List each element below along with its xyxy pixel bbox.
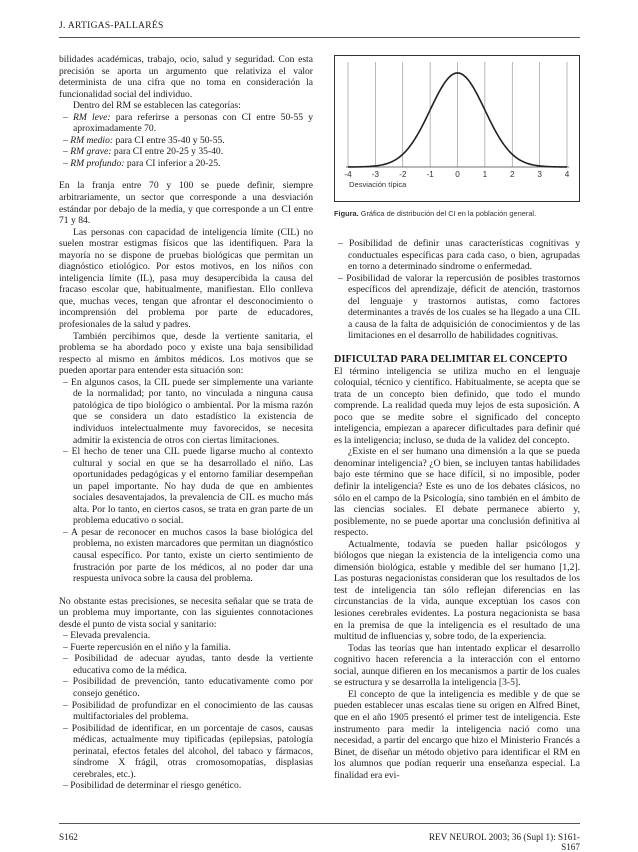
list-item-text: Posibilidad de adecuar ayudas, tanto desde la vertiente educativa como de la médica. — [73, 653, 313, 676]
list-item: – RM profundo: para CI inferior a 20-25. — [63, 157, 221, 169]
category-list — [59, 112, 313, 170]
list-item-text: A pesar de reconocer en muchos casos la base biológica del problema, no existen marcadores que permitan un diagnóstico causal específico. Por tanto, existe un cierto sentimiento de frustración por parte de los médicos, al no poder dar una respuesta unívoca sobre la causa del problema. — [71, 526, 313, 585]
caption-text: Gráfica de distribución del CI en la población general. — [358, 209, 537, 218]
tick-label: 4 — [564, 170, 570, 179]
list-item-text: Posibilidad de definir unas características cognitivas y conductuales específicas para cada caso, o bien, agrupadas en torno a determinado síndrome o enfermedad. — [348, 238, 580, 273]
list-item: – Posibilidad de adecuar ayudas, tanto desde la vertiente educativa como de la médica. — [63, 653, 313, 676]
tick-label: 0 — [455, 170, 460, 179]
list-item: – El hecho de tener una CIL puede ligarse mucho al contexto cultural y social en que se ha desarrollado el niño. Las oportunidades pedagógicas y el entorno familiar desempeñan un papel importante. No hay duda de que en ambientes sociales desaventajados, la prevalencia de CIL es mucho más alta. Por lo tanto, en ciertos casos, se trata en gran parte de un problema educativo o social. — [63, 446, 313, 527]
list-item-text: Posibilidad de identificar, en un porcentaje de casos, causas médicas, actualmente muy tipificadas (epilepsias, patología perinatal, efectos fetales del alcohol, del tabaco y fármacos, síndrome X frágil, otras cromosomopatías, displasias cerebrales, etc.). — [71, 722, 313, 780]
header-rule — [59, 37, 580, 38]
tick-label: 1 — [482, 170, 488, 179]
list-item-text: Posibilidad de determinar el riesgo genético. — [70, 780, 242, 792]
list-item-text: Posibilidad de prevención, tanto educativamente como por consejo genético. — [72, 676, 314, 699]
tick-label: 3 — [537, 170, 542, 179]
list-item: – Elevada prevalencia. — [63, 630, 151, 642]
list-item: – Posibilidad de prevención, tanto educativamente como por consejo genético. — [63, 676, 314, 699]
list-item-text: Posibilidad de valorar la repercusión de posibles trastornos específicos del aprendizaje, déficit de atención, trastornos del lenguaje y trastornos autistas, como factores determinantes a través de los cuales se ha llegado a una CIL a causa de la falta de adquisición de conocimientos y de las limitaciones en el desarrollo de habilidades cognitivas. — [346, 272, 580, 342]
tick-label: -4 — [344, 170, 352, 179]
journal-citation: REV NEUROL 2003; 36 (Supl 1): S161-S167 — [428, 832, 580, 852]
list-item: – Posibilidad de profundizar en el conocimiento de las causas multifactoriales del problema. — [63, 699, 313, 723]
running-header: J. ARTIGAS-PALLARÉS — [59, 21, 164, 31]
paragraph: El término inteligencia se utiliza mucho en el lenguaje coloquial, técnico y científico. Habitualmente, se acepta que se trata de un concepto bien definido, que todo el mundo comprende. La realidad queda muy lejos de esta suposición. A poco que se medite sobre el significado del concepto inteligencia, empiezan a aparecer dificultades para definir qué es la inteligencia; incluso, se duda de la validez del concepto. — [334, 365, 580, 446]
list-item: – RM medio: para CI entre 35-40 y 50-55. — [63, 134, 225, 146]
category-term: RM grave: — [70, 146, 112, 158]
list-item-text: Elevada prevalencia. — [70, 630, 151, 642]
category-text: para CI inferior a 20-25. — [124, 157, 221, 169]
category-text: para referirse a personas con CI entre 50-55 y aproximadamente 70. — [73, 111, 314, 135]
paragraph: Dentro del RM se establecen las categorías: — [73, 100, 241, 112]
paragraph: El concepto de que la inteligencia es medible y de que se pueden establecer unas escalas tiene su origen en Alfred Binet, que en el año 1905 presentó el primer test de inteligencia. Este instrumento para medir la inteligencia nació como una necesidad, a partir del encargo que hizo el Ministerio Francés a Binet, de diseñar un método objetivo para identificar el RM en los alumnos que podían requerir una enseñanza especial. La finalidad era evi- — [334, 688, 580, 781]
list-item: – Posibilidad de definir unas características cognitivas y conductuales específicas para cada caso, o bien, agrupadas en torno a determinado síndrome o enfermedad. — [338, 238, 580, 273]
tick-labels — [344, 170, 569, 179]
right-column — [334, 354, 580, 781]
list-item: – Fuerte repercusión en el niño y la familia. — [63, 641, 231, 653]
paragraph: No obstante estas precisiones, se necesita señalar que se trata de un problema muy importante, con las siguientes connotaciones desde el punto de vista social y sanitario: — [59, 595, 313, 630]
paragraph: Actualmente, todavía se pueden hallar psicólogos y biólogos que niegan la existencia de la inteligencia como una dimensión biológica, estable y medible del ser humano [1,2]. Las posturas negacionistas consideran que los resultados de los test de inteligencia tan sólo reflejan diferencias en las circunstancias de la vida, aunque exceptúan los casos con lesiones cerebrales evidentes. La postura negacionista se basa en la premisa de que la inteligencia es el resultado de una multitud de influencias y, sobre todo, de la experiencia. — [334, 538, 580, 643]
x-axis-label: Desviación típica — [349, 180, 407, 189]
page-number: S162 — [59, 832, 78, 842]
paragraph: También percibimos que, desde la vertiente sanitaria, el problema se ha abordado poco y existe una baja sensibilidad respecto al mismo en ámbitos médicos. Los motivos que se pueden aportar para entender esta situación son: — [59, 330, 313, 377]
list-item-text: Fuerte repercusión en el niño y la familia. — [70, 641, 231, 653]
category-term: RM leve: — [72, 111, 111, 123]
tick-label: -1 — [426, 170, 434, 179]
list-item: – A pesar de reconocer en muchos casos la base biológica del problema, no existen marcadores que permitan un diagnóstico causal específico. Por tanto, existe un cierto sentimiento de frustración por parte de los médicos, al no poder dar una respuesta unívoca sobre la causa del problema. — [63, 526, 313, 585]
list-item: – En algunos casos, la CIL puede ser simplemente una variante de la normalidad; por tanto, no vinculada a ninguna causa patológica de tipo biológico o ambiental. Por la misma razón que se considera un dato estadístico la existencia de individuos intelectualmente muy favorecidos, se necesita admitir la existencia de otros con ciertas limitaciones. — [63, 376, 313, 446]
section-title: DIFICULTAD PARA DELIMITAR EL CONCEPTO — [334, 354, 568, 365]
paragraph: Todas las teorías que han intentado explicar el desarrollo cognitivo hacen referencia a la interacción con el entorno social, aunque difieren en los mecanismos a partir de los cuales se estructura y se desarrolla la inteligencia [3-5]. — [334, 642, 580, 689]
category-text: para CI entre 35-40 y 50-55. — [113, 134, 225, 146]
list-item-text: En algunos casos, la CIL puede ser simplemente una variante de la normalidad; por tanto, no vinculada a ninguna causa patológica de tipo biológico o ambiental. Por la misma razón que se considera un dato estadístico la existencia de individuos intelectualmente muy favorecidos, se necesita admitir la existencia de otros con ciertas limitaciones. — [70, 376, 313, 446]
tick-label: 2 — [509, 170, 515, 179]
figure-caption — [334, 209, 580, 218]
paragraph: ¿Existe en el ser humano una dimensión a la que se pueda denominar inteligencia? ¿O bien, se incluyen tantas habilidades bajo este término que se hace difícil, si no imposible, poder definir la inteligencia? Este es uno de los debates clásicos, no sólo en el campo de la Psicología, sino también en el ámbito de las ciencias sociales. El debate permanece abierto y, posiblemente, no se puede aportar una conclusión definitiva al respecto. — [334, 446, 580, 539]
tick-label: -2 — [399, 170, 407, 179]
paragraph: En la franja entre 70 y 100 se puede definir, siempre arbitrariamente, un sector que corresponde a una desviación estándar por debajo de la media, y que corresponde a un CI entre 71 y 84. — [59, 180, 313, 227]
tick-label: -3 — [371, 170, 380, 179]
footer-rule — [59, 823, 580, 824]
list-item: – RM grave: para CI entre 20-25 y 35-40. — [63, 146, 224, 158]
left-column — [59, 54, 313, 792]
list-item-text: El hecho de tener una CIL puede ligarse mucho al contexto cultural y social en que se ha desarrollado el niño. Las oportunidades pedagógicas y el entorno familiar desempeñan un papel importante. No hay duda de que en ambientes sociales desaventajados, la prevalencia de CIL es mucho más alta. Por lo tanto, en ciertos casos, se trata en gran parte de un problema educativo o social. — [71, 446, 313, 527]
category-term: RM profundo: — [70, 157, 125, 169]
category-term: RM medio: — [70, 134, 114, 146]
list-item: – RM leve: para referirse a personas con CI entre 50-55 y aproximadamente 70. — [63, 111, 314, 135]
category-text: para CI entre 20-25 y 35-40. — [111, 146, 224, 158]
distribution-chart — [335, 56, 579, 201]
caption-label: Figura. — [334, 209, 359, 218]
list-item: – Posibilidad de valorar la repercusión de posibles trastornos específicos del aprendizaje, déficit de atención, trastornos del lenguaje y trastornos autistas, como factores determinantes a través de los cuales se ha llegado a una CIL a causa de la falta de adquisición de conocimientos y de las limitaciones en el desarrollo de habilidades cognitivas. — [338, 272, 580, 342]
reasons-list — [59, 377, 313, 585]
paragraph: Las personas con capacidad de inteligencia límite (CIL) no suelen mostrar estigmas físicos que las identifiquen. Para la mayoría no se dispone de pruebas biológicas que permitan un diagnóstico etiológico. Por estos motivos, en los niños con inteligencia límite (IL), pasa muy desapercibida la causa del fracaso escolar que, habitualmente, manifiestan. Ello conlleva que, muchas veces, tengan que afrontar el desconocimiento o incomprensión del problema por parte de educadores, profesionales de la salud y padres. — [59, 226, 313, 331]
list-item-text: Posibilidad de profundizar en el conocimiento de las causas multifactoriales del problema. — [71, 699, 313, 723]
list-item: – Posibilidad de determinar el riesgo genético. — [63, 780, 242, 792]
connotations-list — [59, 630, 313, 792]
list-item: – Posibilidad de identificar, en un porcentaje de casos, causas médicas, actualmente muy tipificadas (epilepsias, patología perinatal, efectos fetales del alcohol, del tabaco y fármacos, síndrome X frágil, otras cromosomopatías, displasias cerebrales, etc.). — [63, 722, 313, 780]
grid-lines — [348, 62, 567, 167]
figure-frame — [334, 55, 580, 202]
right-list — [334, 238, 580, 342]
paragraph: bilidades académicas, trabajo, ocio, salud y seguridad. Con esta precisión se aporta un argumento que relativiza el valor determinista de una cifra que no toma en consideración la funcionalidad social del individuo. — [59, 54, 313, 100]
